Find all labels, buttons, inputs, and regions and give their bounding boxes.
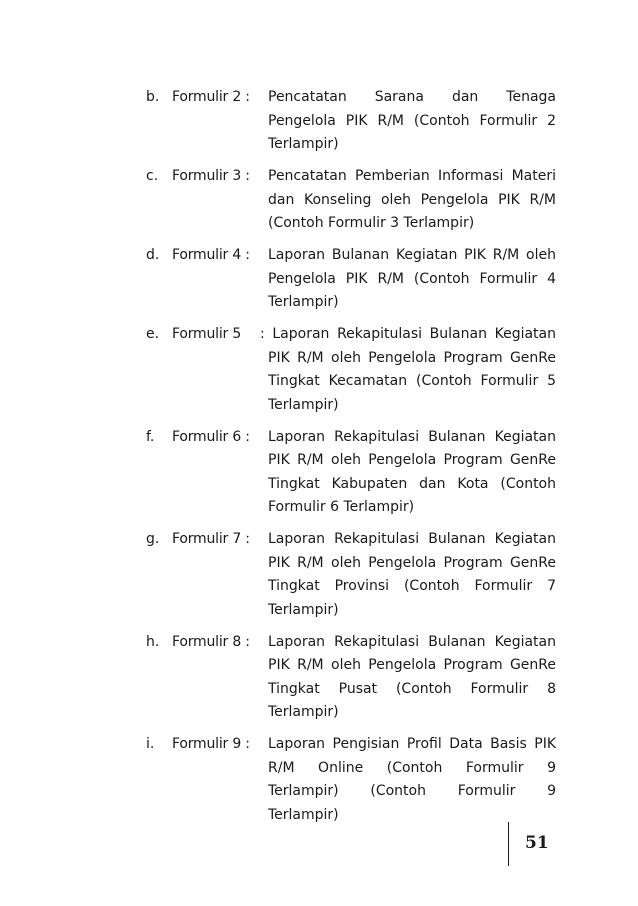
item-letter: c. (146, 168, 159, 184)
description-line: Terlampir) (Contoh Formulir 9 (268, 783, 556, 799)
form-name: Formulir 9 : (172, 736, 250, 752)
item-letter: i. (146, 736, 155, 752)
form-name: Formulir 8 : (172, 633, 250, 650)
item-description (268, 244, 556, 315)
description-line: : Laporan Rekapitulasi Bulanan Kegiatan (260, 326, 556, 342)
description-line: PIK R/M oleh Pengelola Program GenRe (268, 554, 556, 571)
form-name: Formulir 2 : (172, 89, 250, 105)
form-name: Formulir 6 : (172, 428, 250, 445)
list-item (146, 86, 556, 157)
description-line: PIK R/M oleh Pengelola Program GenRe (268, 657, 556, 673)
description-line: Pengelola PIK R/M (Contoh Formulir 2 (268, 112, 556, 129)
page-number: 51 (525, 833, 549, 853)
page-number-divider (508, 822, 509, 866)
list-item (146, 244, 556, 315)
item-description (268, 733, 556, 827)
description-line: Terlampir) (268, 601, 339, 618)
formulir-list (146, 86, 556, 836)
item-description (268, 528, 556, 622)
item-letter: g. (146, 531, 160, 547)
item-description (260, 323, 556, 417)
description-line: Pengelola PIK R/M (Contoh Formulir 4 (268, 270, 556, 287)
form-name: Formulir 5 (172, 326, 242, 342)
description-line: Laporan Pengisian Profil Data Basis PIK (268, 736, 556, 752)
description-line: Laporan Rekapitulasi Bulanan Kegiatan (268, 428, 556, 445)
form-name: Formulir 4 : (172, 247, 250, 263)
list-item (146, 323, 556, 417)
description-line: (Contoh Formulir 3 Terlampir) (268, 215, 475, 231)
description-line: dan Konseling oleh Pengelola PIK R/M (268, 191, 556, 208)
item-description (268, 631, 556, 725)
description-line: Terlampir) (268, 136, 339, 152)
list-item (146, 733, 556, 827)
list-item (146, 165, 556, 236)
item-description (268, 426, 556, 520)
item-letter: d. (146, 247, 160, 263)
item-letter: f. (146, 428, 155, 445)
description-line: Laporan Bulanan Kegiatan PIK R/M oleh (268, 247, 556, 263)
item-description (268, 165, 556, 236)
list-item (146, 426, 556, 520)
description-line: Terlampir) (268, 806, 339, 823)
description-line: Laporan Rekapitulasi Bulanan Kegiatan (268, 633, 556, 650)
item-letter: h. (146, 633, 160, 650)
description-line: R/M Online (Contoh Formulir 9 (268, 759, 556, 776)
list-item (146, 631, 556, 725)
description-line: Pencatatan Sarana dan Tenaga (268, 89, 556, 105)
description-line: Tingkat Pusat (Contoh Formulir 8 (268, 680, 556, 697)
description-line: Terlampir) (268, 294, 339, 310)
item-letter: e. (146, 326, 160, 342)
description-line: Terlampir) (268, 396, 339, 413)
description-line: PIK R/M oleh Pengelola Program GenRe (268, 452, 556, 468)
form-name: Formulir 7 : (172, 531, 250, 547)
item-letter: b. (146, 89, 160, 105)
description-line: Formulir 6 Terlampir) (268, 499, 415, 515)
item-description (268, 86, 556, 157)
description-line: Laporan Rekapitulasi Bulanan Kegiatan (268, 531, 556, 547)
description-line: Pencatatan Pemberian Informasi Materi (268, 168, 556, 184)
description-line: PIK R/M oleh Pengelola Program GenRe (268, 349, 556, 366)
description-line: Tingkat Provinsi (Contoh Formulir 7 (268, 578, 556, 594)
description-line: Terlampir) (268, 704, 339, 720)
form-name: Formulir 3 : (172, 168, 250, 184)
list-item (146, 528, 556, 622)
description-line: Tingkat Kabupaten dan Kota (Contoh (268, 475, 556, 492)
description-line: Tingkat Kecamatan (Contoh Formulir 5 (268, 373, 556, 389)
